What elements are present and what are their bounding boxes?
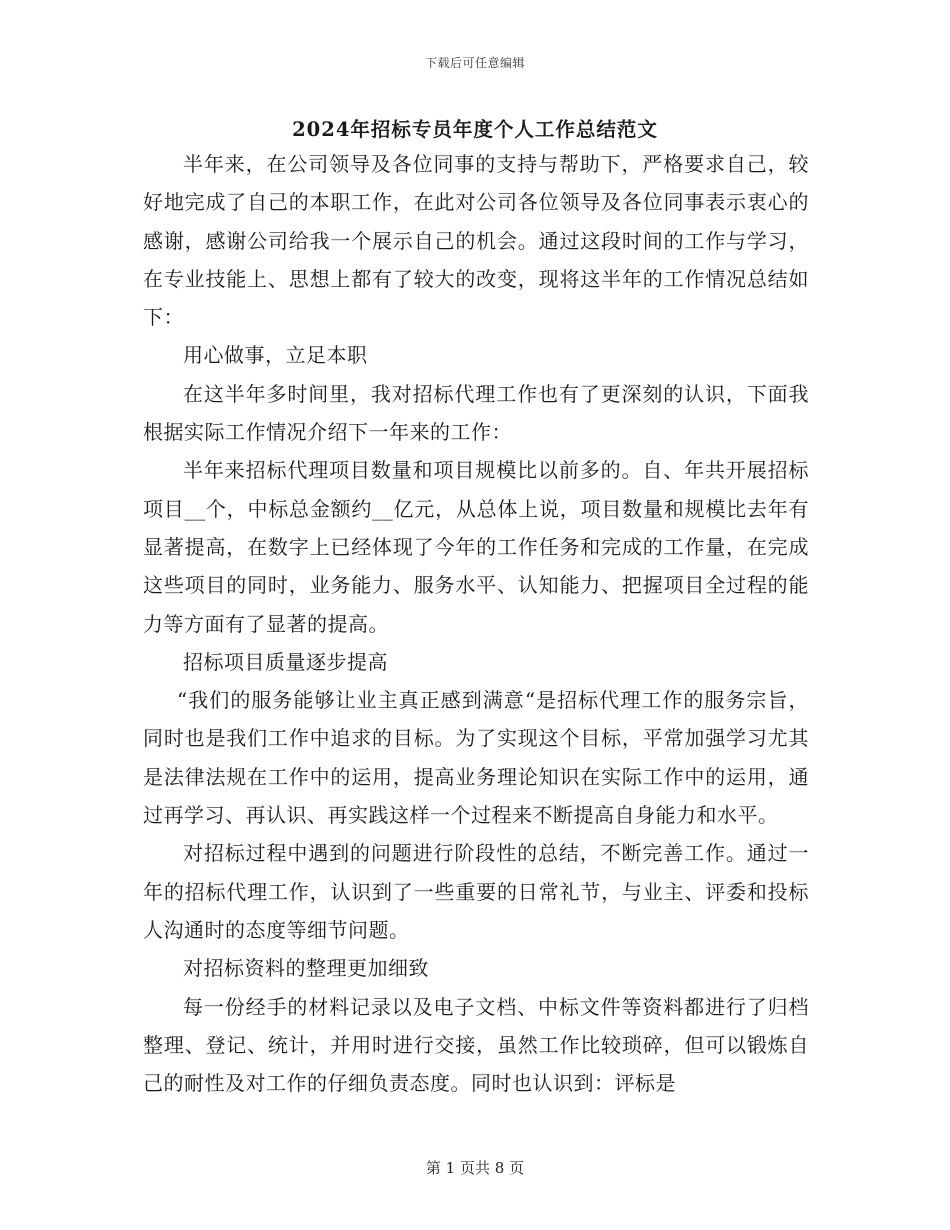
- paragraph-understanding: 在这半年多时间里，我对招标代理工作也有了更深刻的认识，下面我根据实际工作情况介绍下一年来的工作：: [143, 381, 809, 445]
- section-heading-quality: 招标项目质量逐步提高: [183, 649, 388, 674]
- section-heading-materials: 对招标资料的整理更加细致: [183, 956, 429, 981]
- paragraph-summary-issues: 对招标过程中遇到的问题进行阶段性的总结，不断完善工作。通过一年的招标代理工作，认识到了一些重要的日常礼节，与业主、评委和投标人沟通时的态度等细节问题。: [143, 841, 809, 942]
- paragraph-intro: 半年来，在公司领导及各位同事的支持与帮助下，严格要求自己，较好地完成了自己的本职工作，在此对公司各位领导及各位同事表示衷心的感谢，感谢公司给我一个展示自己的机会。通过这段时间的工作与学习，在专业技能上、思想上都有了较大的改变，现将这半年的工作情况总结如下：: [143, 152, 809, 330]
- paragraph-project-volume: 半年来招标代理项目数量和项目规模比以前多的。自、年共开展招标项目__个，中标总金额约__亿元，从总体上说，项目数量和规模比去年有显著提高，在数字上已经体现了今年的工作任务和完成的工作量，在完成这些项目的同时，业务能力、服务水平、认知能力、把握项目全过程的能力等方面有了显著的提高。: [143, 458, 809, 636]
- header-note: 下载后可任意编辑: [424, 56, 525, 70]
- paragraph-materials: 每一份经手的材料记录以及电子文档、中标文件等资料都进行了归档整理、登记、统计，并用时进行交接，虽然工作比较琐碎，但可以锻炼自己的耐性及对工作的仔细负责态度。同时也认识到：评标是: [143, 994, 809, 1096]
- paragraph-service-goal: “我们的服务能够让业主真正感到满意“是招标代理工作的服务宗旨，同时也是我们工作中追求的目标。为了实现这个目标，平常加强学习尤其是法律法规在工作中的运用，提高业务理论知识在实际工作中的运用，通过再学习、再认识、再实践这样一个过程来不断提高自身能力和水平。: [143, 688, 809, 828]
- document-body: [143, 145, 809, 1102]
- section-heading-focus: 用心做事，立足本职: [183, 343, 368, 368]
- document-title: 2024年招标专员年度个人工作总结范文: [292, 118, 658, 141]
- page-number-footer: 第 1 页共 8 页: [425, 1159, 525, 1177]
